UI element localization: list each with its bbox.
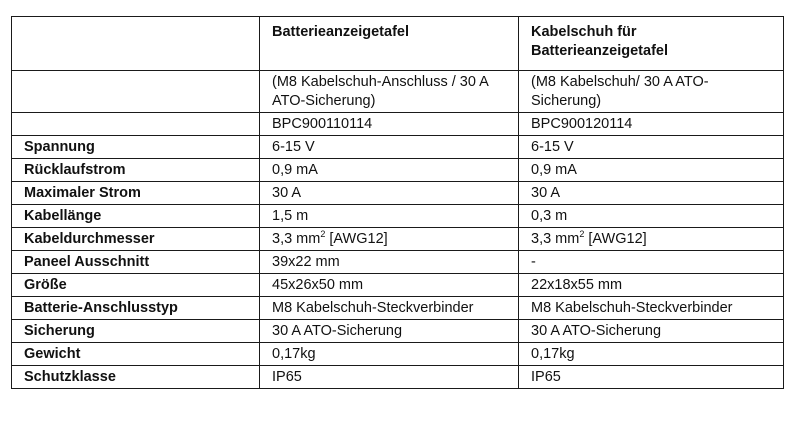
row-value-product-2: 0,17kg (519, 343, 784, 366)
value-text: [AWG12] (325, 231, 388, 247)
row-value-product-2: 0,9 mA (519, 159, 784, 182)
row-label: Gewicht (12, 343, 260, 366)
value-text: 3,3 mm (272, 231, 321, 247)
row-label: Schutzklasse (12, 366, 260, 389)
table-row (12, 136, 784, 159)
row-value-product-2: 30 A (519, 182, 784, 205)
row-value-product-1: 6-15 V (260, 136, 519, 159)
table-row (12, 159, 784, 182)
spec-table (11, 16, 784, 389)
value-text: [AWG12] (584, 231, 647, 247)
table-row (12, 228, 784, 251)
row-value-product-1: 30 A ATO-Sicherung (260, 320, 519, 343)
row-value-product-2: 22x18x55 mm (519, 274, 784, 297)
table-row (12, 205, 784, 228)
superscript: 2 (579, 229, 585, 240)
table-row (12, 320, 784, 343)
row-label: Spannung (12, 136, 260, 159)
model-number-product-2: BPC900120114 (519, 113, 784, 136)
row-value-product-1: 0,17kg (260, 343, 519, 366)
model-number-product-1: BPC900110114 (260, 113, 519, 136)
superscript: 2 (320, 229, 326, 240)
row-value-product-2: 6-15 V (519, 136, 784, 159)
row-label: Paneel Ausschnitt (12, 251, 260, 274)
value-text: 3,3 mm (531, 231, 580, 247)
subheader-cell-empty (12, 71, 260, 113)
subheader-cell-product-2: (M8 Kabelschuh/ 30 A ATO-Sicherung) (519, 71, 784, 113)
header-cell-empty (12, 17, 260, 71)
row-value-product-2: 30 A ATO-Sicherung (519, 320, 784, 343)
table-row (12, 182, 784, 205)
row-value-product-2 (519, 228, 784, 251)
model-cell-empty (12, 113, 260, 136)
row-label: Größe (12, 274, 260, 297)
header-cell-product-2: Kabelschuh für Batterieanzeigetafel (519, 17, 784, 71)
table-row (12, 343, 784, 366)
row-value-product-2: - (519, 251, 784, 274)
table-row (12, 251, 784, 274)
row-value-product-1: 45x26x50 mm (260, 274, 519, 297)
row-value-product-2: IP65 (519, 366, 784, 389)
row-value-product-2: M8 Kabelschuh-Steckverbinder (519, 297, 784, 320)
row-value-product-1: IP65 (260, 366, 519, 389)
row-value-product-1: 1,5 m (260, 205, 519, 228)
header-cell-product-1: Batterieanzeigetafel (260, 17, 519, 71)
header-row (12, 17, 784, 71)
row-label: Kabeldurchmesser (12, 228, 260, 251)
model-number-row (12, 113, 784, 136)
row-label: Sicherung (12, 320, 260, 343)
subheader-row (12, 71, 784, 113)
table-row (12, 366, 784, 389)
row-value-product-1: 39x22 mm (260, 251, 519, 274)
row-value-product-2: 0,3 m (519, 205, 784, 228)
row-label: Kabellänge (12, 205, 260, 228)
subheader-cell-product-1: (M8 Kabelschuh-Anschluss / 30 A ATO-Sicherung) (260, 71, 519, 113)
row-value-product-1 (260, 228, 519, 251)
row-label: Batterie-Anschlusstyp (12, 297, 260, 320)
row-label: Rücklaufstrom (12, 159, 260, 182)
row-value-product-1: 0,9 mA (260, 159, 519, 182)
row-label: Maximaler Strom (12, 182, 260, 205)
row-value-product-1: M8 Kabelschuh-Steckverbinder (260, 297, 519, 320)
row-value-product-1: 30 A (260, 182, 519, 205)
table-row (12, 274, 784, 297)
table-row (12, 297, 784, 320)
